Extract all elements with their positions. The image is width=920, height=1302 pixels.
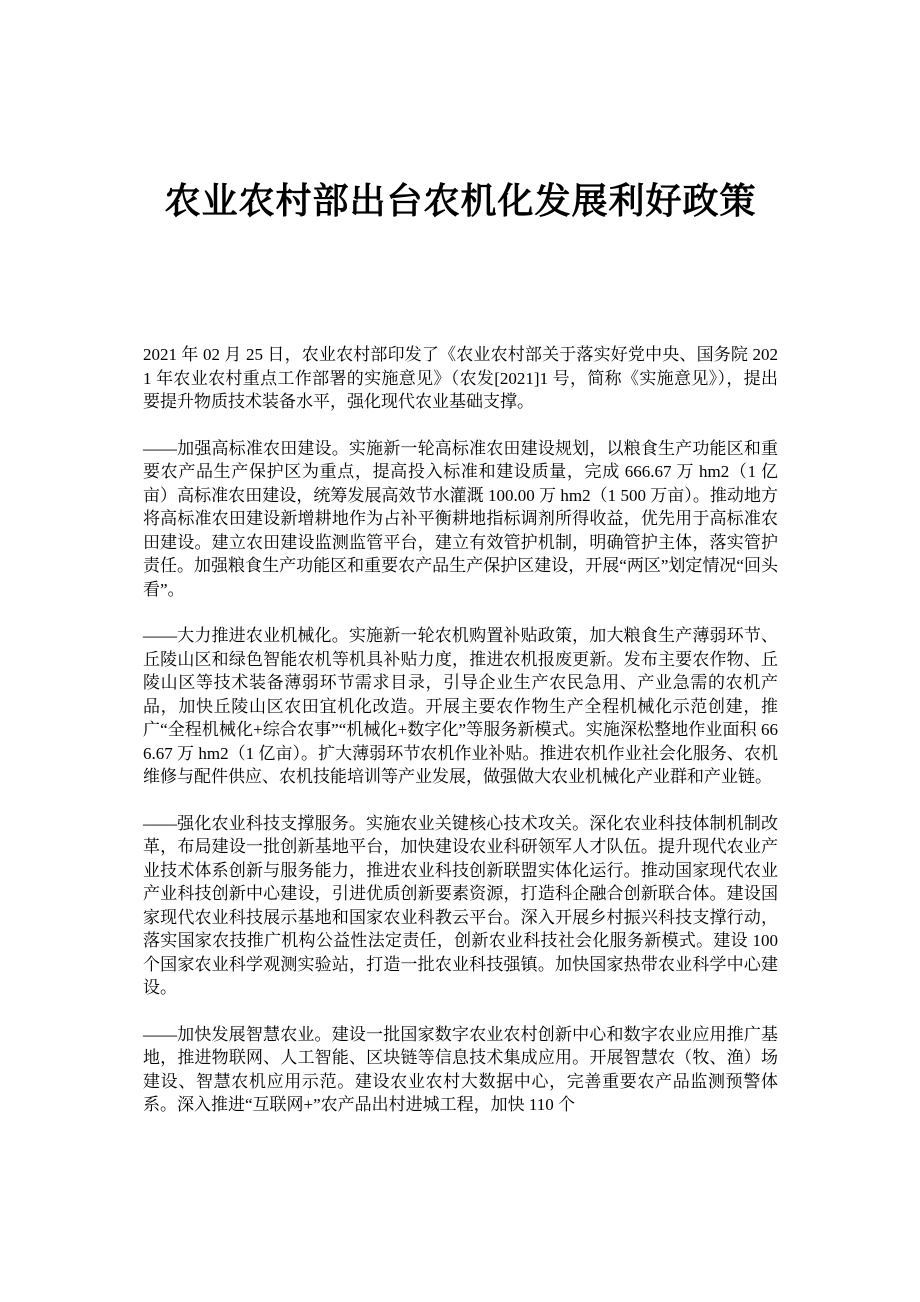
paragraph-intro: 2021 年 02 月 25 日，农业农村部印发了《农业农村部关于落实好党中央、国务院 2021 年农业农村重点工作部署的实施意见》（农发[2021]1 号，简称《实施意见》），提出要提升物质技术装备水平，强化现代农业基础支撑。	[143, 345, 778, 412]
paragraph-science-technology-support: ——强化农业科技支撑服务。实施农业关键核心技术攻关。深化农业科技体制机制改革，布局建设一批创新基地平台，加快建设农业科研领军人才队伍。提升现代农业产业技术体系创新与服务能力，推进农业科技创新联盟实体化运行。推动国家现代农业产业科技创新中心建设，引进优质创新要素资源，打造科企融合创新联合体。建设国家现代农业科技展示基地和国家农业科教云平台。深入开展乡村振兴科技支撑行动，落实国家农技推广机构公益性法定责任，创新农业科技社会化服务新模式。建设 100 个国家农业科学观测实验站，打造一批农业科技强镇。加快国家热带农业科学中心建设。	[143, 813, 778, 998]
paragraph-farmland-construction: ——加强高标准农田建设。实施新一轮高标准农田建设规划，以粮食生产功能区和重要农产品生产保护区为重点，提高投入标准和建设质量，完成 666.67 万 hm2（1 亿亩）高标准农田建设，统筹发展高效节水灌溉 100.00 万 hm2（1 500 万亩）。推动地方将高标准农田建设新增耕地作为占补平衡耕地指标调剂所得收益，优先用于高标准农田建设。建立农田建设监测监管平台，建立有效管护机制，明确管护主体，落实管护责任。加强粮食生产功能区和重要农产品生产保护区建设，开展“两区”划定情况“回头看”。	[143, 438, 778, 599]
paragraph-agricultural-mechanization: ——大力推进农业机械化。实施新一轮农机购置补贴政策，加大粮食生产薄弱环节、丘陵山区和绿色智能农机等机具补贴力度，推进农机报废更新。发布主要农作物、丘陵山区等技术装备薄弱环节需求目录，引导企业生产农民急用、产业急需的农机产品，加快丘陵山区农田宜机化改造。开展主要农作物生产全程机械化示范创建，推广“全程机械化+综合农事”“机械化+数字化”等服务新模式。实施深松整地作业面积 666.67 万 hm2（1 亿亩）。扩大薄弱环节农机作业补贴。推进农机作业社会化服务、农机维修与配件供应、农机技能培训等产业发展，做强做大农业机械化产业群和产业链。	[143, 626, 778, 787]
document-title: 农业农村部出台农机化发展利好政策	[164, 181, 757, 221]
paragraph-smart-agriculture: ——加快发展智慧农业。建设一批国家数字农业农村创新中心和数字农业应用推广基地，推进物联网、人工智能、区块链等信息技术集成应用。开展智慧农（牧、渔）场建设、智慧农机应用示范。建设农业农村大数据中心，完善重要农产品监测预警体系。深入推进“互联网+”农产品出村进城工程，加快 110 个	[143, 1024, 778, 1115]
